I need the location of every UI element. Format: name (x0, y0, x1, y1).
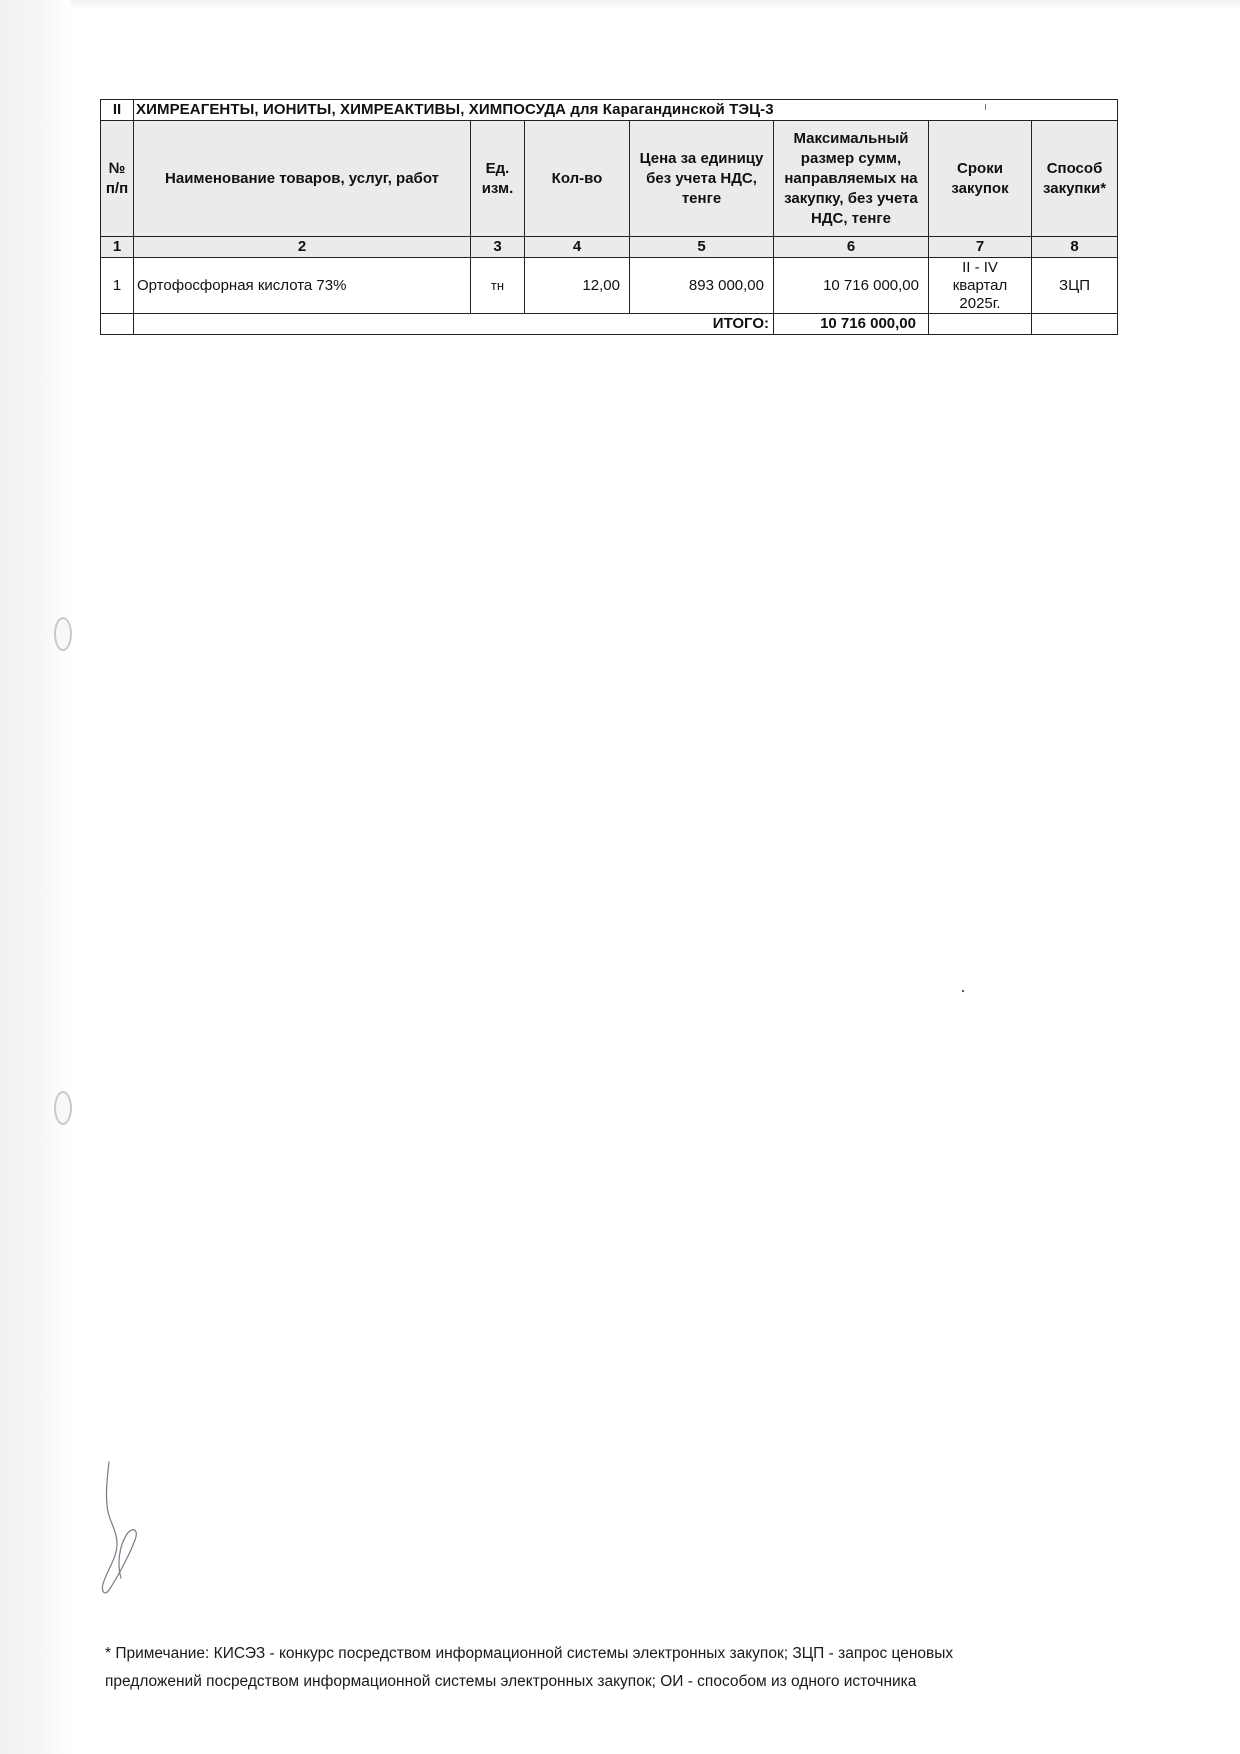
column-number: 2 (134, 237, 471, 258)
column-number: 7 (929, 237, 1032, 258)
item-quantity: 12,00 (525, 258, 630, 314)
procurement-table (100, 99, 1118, 335)
total-value: 10 716 000,00 (774, 314, 929, 335)
section-number: II (101, 100, 134, 121)
header-item-name: Наименование товаров, услуг, работ (134, 121, 471, 237)
total-empty-cell (1032, 314, 1118, 335)
scan-top-margin-shadow (70, 0, 1240, 10)
header-unit-price: Цена за единицу без учета НДС, тенге (630, 121, 774, 237)
header-terms: Сроки закупок (929, 121, 1032, 237)
item-method: ЗЦП (1032, 258, 1118, 314)
header-max-sum: Максимальный размер сумм, направляемых на закупку, без учета НДС, тенге (774, 121, 929, 237)
header-method: Способ закупки* (1032, 121, 1118, 237)
column-number: 5 (630, 237, 774, 258)
column-number: 3 (471, 237, 525, 258)
item-unit: тн (471, 258, 525, 314)
punch-hole-mark (54, 617, 72, 651)
column-number: 6 (774, 237, 929, 258)
item-max-sum: 10 716 000,00 (774, 258, 929, 314)
header-unit: Ед. изм. (471, 121, 525, 237)
item-name: Ортофосфорная кислота 73% (134, 258, 471, 314)
header-row-number: № п/п (101, 121, 134, 237)
table-header-row (101, 121, 1118, 237)
total-empty-cell (929, 314, 1032, 335)
table-row (101, 258, 1118, 314)
handwritten-signature (95, 1460, 155, 1600)
row-number: 1 (101, 258, 134, 314)
column-number: 8 (1032, 237, 1118, 258)
column-number-row (101, 237, 1118, 258)
column-number: 1 (101, 237, 134, 258)
punch-hole-mark (54, 1091, 72, 1125)
total-row (101, 314, 1118, 335)
footnote-text: * Примечание: КИСЭЗ - конкурс посредством информационной системы электронных закупок; ЗЦП - запрос ценовых предложений посредством информационной системы электронных закупок; ОИ - способом из одного источника (105, 1645, 954, 1690)
header-quantity: Кол-во (525, 121, 630, 237)
section-header-row (101, 100, 1118, 121)
section-title: ХИМРЕАГЕНТЫ, ИОНИТЫ, ХИМРЕАКТИВЫ, ХИМПОСУДА для Карагандинской ТЭЦ-3 (134, 100, 1118, 121)
column-number: 4 (525, 237, 630, 258)
scan-left-margin-shadow (0, 0, 70, 1754)
item-unit-price: 893 000,00 (630, 258, 774, 314)
total-empty-cell (101, 314, 134, 335)
item-term: II - IV квартал 2025г. (929, 258, 1032, 314)
scan-artifact-mark (962, 990, 964, 992)
total-label: ИТОГО: (134, 314, 774, 335)
